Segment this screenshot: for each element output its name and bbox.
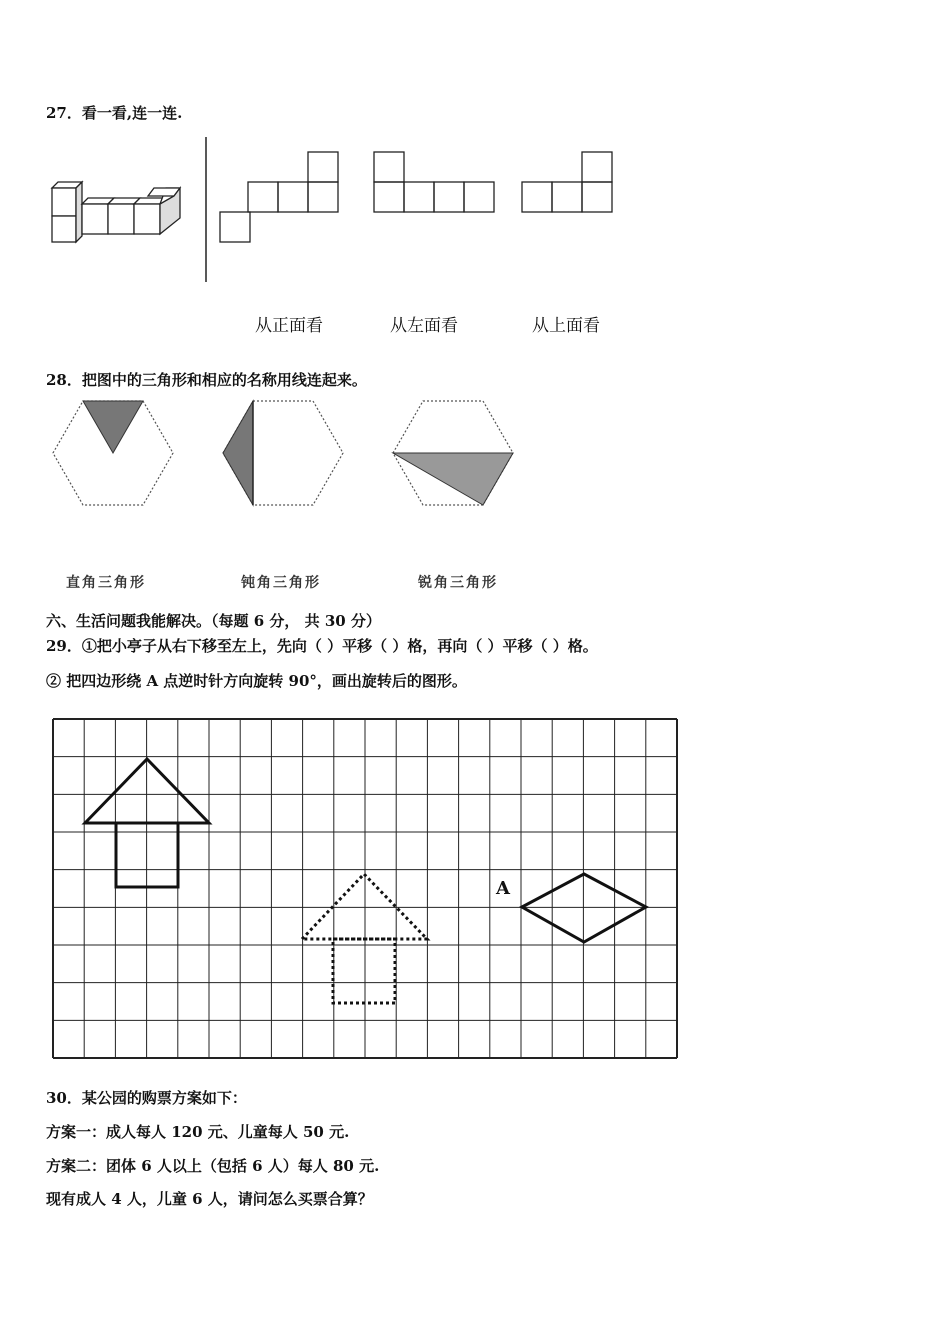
label-right-triangle: 直角三角形 <box>66 575 146 591</box>
section6-title: 六、生活问题我能解决。（每题 6 分， 共 30 分） <box>46 612 381 630</box>
hexagon-figure-2 <box>221 399 345 509</box>
rhombus-shape <box>522 874 646 942</box>
q30-plan2: 方案二：团体 6 人以上（包括 6 人）每人 80 元. <box>46 1157 380 1175</box>
divider-line <box>205 137 209 282</box>
pavilion-body-dotted <box>333 939 395 1003</box>
q30-title: 30．某公园的购票方案如下： <box>46 1089 247 1107</box>
label-left-view: 从左面看 <box>390 316 458 336</box>
cube-stack-figure <box>48 178 188 248</box>
q29-line1: 29．①把小亭子从右下移至左上，先向（ ）平移（ ）格，再向（ ）平移（ ）格。 <box>46 637 598 655</box>
label-front-view: 从正面看 <box>255 316 323 336</box>
q30-plan1: 方案一：成人每人 120 元、儿童每人 50 元. <box>46 1123 350 1141</box>
hexagon-figure-1 <box>51 399 175 509</box>
q29-line2: ② 把四边形绕 A 点逆时针方向旋转 90°，画出旋转后的图形。 <box>46 672 467 690</box>
label-obtuse-triangle: 钝角三角形 <box>241 575 321 591</box>
label-top-view: 从上面看 <box>532 316 600 336</box>
point-a-label: A <box>496 878 510 899</box>
grid-figure <box>50 716 680 1061</box>
view-option-2 <box>372 150 497 216</box>
q30-question: 现有成人 4 人，儿童 6 人，请问怎么买票合算？ <box>46 1190 373 1208</box>
q27-title: 27．看一看,连一连. <box>46 104 183 122</box>
q28-title: 28．把图中的三角形和相应的名称用线连起来。 <box>46 371 367 389</box>
view-option-3 <box>520 150 615 216</box>
hexagon-figure-3 <box>391 399 515 509</box>
view-option-1 <box>218 150 343 245</box>
label-acute-triangle: 锐角三角形 <box>418 575 498 591</box>
